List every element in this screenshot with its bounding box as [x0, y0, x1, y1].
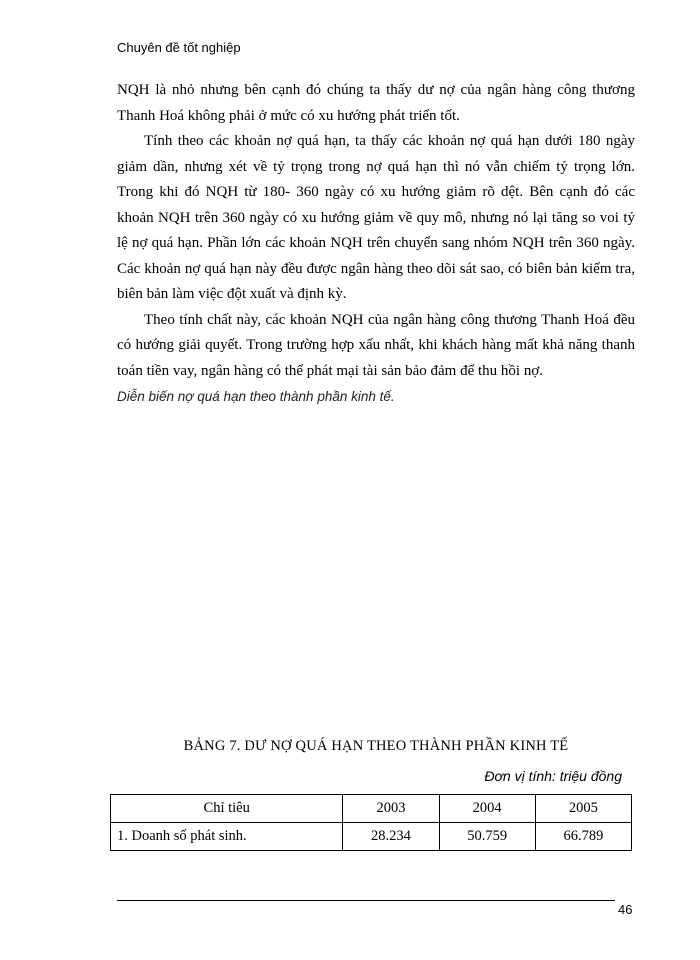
row-value-2005: 66.789 [535, 823, 631, 851]
page-number: 46 [618, 902, 633, 917]
table-unit: Đơn vị tính: triệu đồng [484, 768, 622, 784]
footer-divider [117, 900, 615, 901]
paragraph-1: NQH là nhỏ nhưng bên cạnh đó chúng ta thấy dư nợ của ngân hàng công thương Thanh Hoá không phải ở mức có xu hướng phát triển tốt. [117, 82, 635, 124]
header-cell-2004: 2004 [439, 795, 535, 823]
row-value-2004: 50.759 [439, 823, 535, 851]
paragraph-3: Theo tính chất này, các khoản NQH của ngân hàng công thương Thanh Hoá đều có hướng giải quyết. Trong trường hợp xấu nhất, khi khách hàng mất khả năng thanh toán tiền vay, ngân hàng có thể phát mại tài sản bảo đảm để thu hồi nợ. [117, 311, 635, 379]
paragraph-2: Tính theo các khoản nợ quá hạn, ta thấy các khoản nợ quá hạn dưới 180 ngày giảm dần, nhưng xét về tỷ trọng trong nợ quá hạn thì nó vẫn chiếm tỷ trọng lớn. Trong khi đó NQH từ 180- 360 ngày có xu hướng giảm rõ dệt. Bên cạnh đó các khoản NQH trên 360 ngày có xu hướng giảm về quy mô, nhưng nó lại tăng so voi tỷ lệ nợ quá hạn. Phần lớn các khoản NQH trên chuyển sang nhóm NQH trên 360 ngày. Các khoản nợ quá hạn này đều được ngân hàng theo dõi sát sao, có biên bản kiểm tra, biên bản làm việc đột xuất và định kỳ. [117, 133, 635, 302]
body-text [117, 78, 635, 410]
table-header-row [111, 795, 632, 823]
table-row [111, 823, 632, 851]
header-cell-indicator: Chỉ tiêu [111, 795, 343, 823]
table-title: BẢNG 7. DƯ NỢ QUÁ HẠN THEO THÀNH PHẦN KINH TẾ [183, 738, 569, 754]
row-label: 1. Doanh số phát sinh. [111, 823, 343, 851]
header-cell-2005: 2005 [535, 795, 631, 823]
header-cell-2003: 2003 [343, 795, 439, 823]
row-value-2003: 28.234 [343, 823, 439, 851]
running-header: Chuyên đề tốt nghiệp [117, 40, 241, 55]
section-caption: Diễn biến nợ quá hạn theo thành phần kinh tế. [117, 389, 395, 404]
data-table [110, 794, 632, 851]
